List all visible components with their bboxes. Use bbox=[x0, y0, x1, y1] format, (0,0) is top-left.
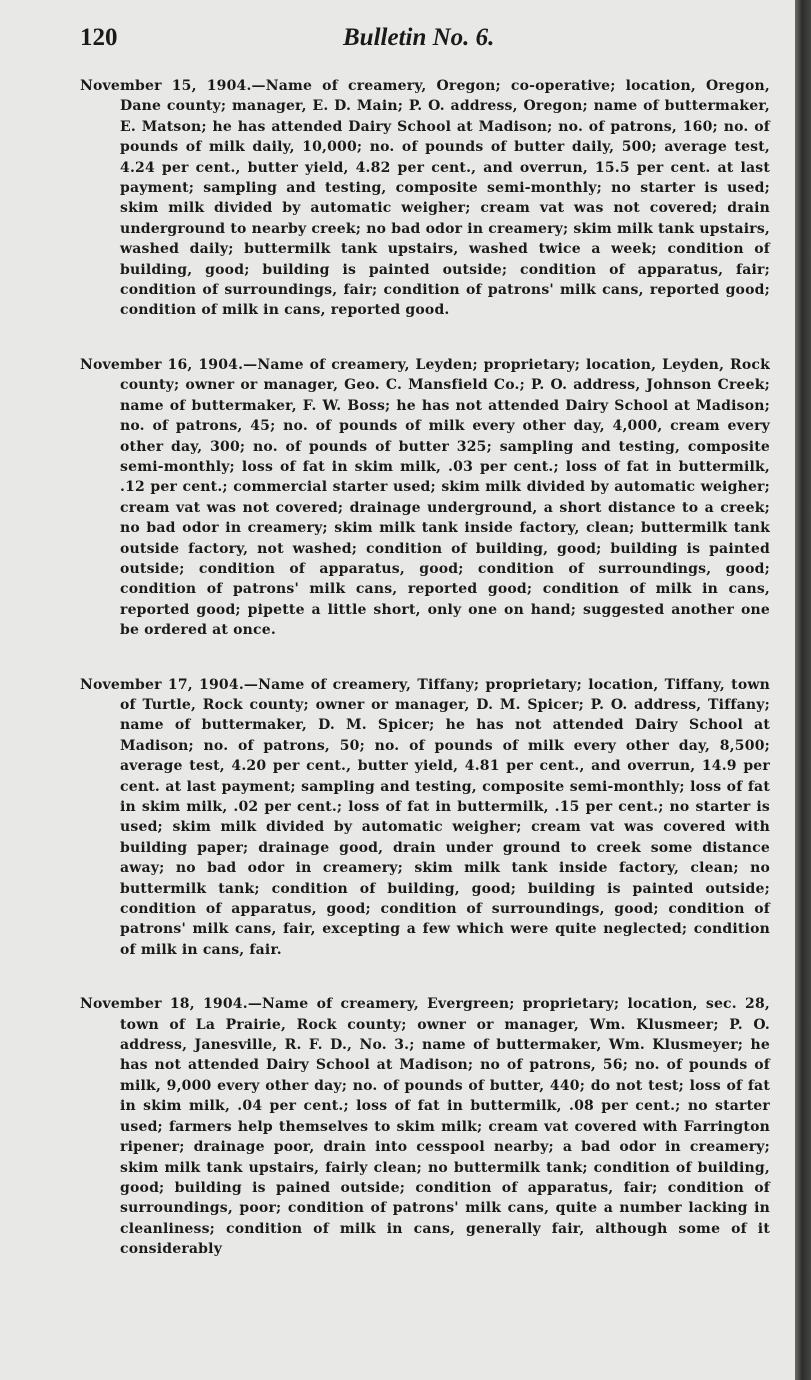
report-entry-nov-15: November 15, 1904.—Name of creamery, Oregon; co-operative; location, Oregon, Dane county; manager, E. D. Main; P. O. address, Oregon; name of buttermaker, E. Matson; he has attended Dairy School at Madison; no. of patrons, 160; no. of pounds of milk daily, 10,000; no. of pounds of butter daily, 500; average test, 4.24 per cent., butter yield, 4.82 per cent., and overrun, 15.5 per cent. at last payment; sampling and testing, composite semi-monthly; no starter is used; skim milk divided by automatic weigher; cream vat was not covered; drain underground to nearby creek; no bad odor in creamery; skim milk tank upstairs, washed daily; buttermilk tank upstairs, washed twice a week; condition of building, good; building is painted outside; condition of apparatus, fair; condition of surroundings, fair; condition of patrons' milk cans, reported good; condition of milk in cans, reported good. bbox=[80, 78, 770, 319]
report-entries bbox=[80, 76, 770, 1294]
report-entry-nov-16: November 16, 1904.—Name of creamery, Leyden; proprietary; location, Leyden, Rock county; owner or manager, Geo. C. Mansfield Co.; P. O. address, Johnson Creek; name of buttermaker, F. W. Boss; he has not attended Dairy School at Madison; no. of patrons, 45; no. of pounds of milk every other day, 4,000, cream every other day, 300; no. of pounds of butter 325; sampling and testing, composite semi-monthly; loss of fat in skim milk, .03 per cent.; loss of fat in buttermilk, .12 per cent.; commercial starter used; skim milk divided by automatic weigher; cream vat was not covered; drainage underground, a short distance to a creek; no bad odor in creamery; skim milk tank inside factory, clean; buttermilk tank outside factory, not washed; condition of building, good; building is painted outside; condition of apparatus, good; condition of surroundings, good; condition of patrons' milk cans, reported good; condition of milk in cans, reported good; pipette a little short, only one on hand; suggested another one be ordered at once. bbox=[80, 356, 770, 639]
page-header bbox=[80, 24, 770, 60]
running-title: Bulletin No. 6. bbox=[343, 24, 495, 51]
report-entry-nov-17: November 17, 1904.—Name of creamery, Tiffany; proprietary; location, Tiffany, town of Turtle, Rock county; owner or manager, D. M. Spicer; P. O. address, Tiffany; name of buttermaker, D. M. Spicer; he has not attended Dairy School at Madison; no. of patrons, 50; no. of pounds of milk every other day, 8,500; average test, 4.20 per cent., butter yield, 4.81 per cent., and overrun, 14.9 per cent. at last payment; sampling and testing, composite semi-monthly; loss of fat in skim milk, .02 per cent.; loss of fat in buttermilk, .15 per cent.; no starter is used; skim milk divided by automatic weigher; cream vat was covered with building paper; drainage good, drain under ground to creek some distance away; no bad odor in creamery; skim milk tank inside factory, clean; no buttermilk tank; condition of building, good; building is painted outside; condition of apparatus, good; condition of surroundings, good; condition of patrons' milk cans, fair, excepting a few which were quite neglected; condition of milk in cans, fair. bbox=[80, 676, 770, 958]
report-entry-nov-18: November 18, 1904.—Name of creamery, Evergreen; proprietary; location, sec. 28, town of La Prairie, Rock county; owner or manager, Wm. Klusmeer; P. O. address, Janesville, R. F. D., No. 3.; name of buttermaker, Wm. Klusmeyer; he has not attended Dairy School at Madison; no of patrons, 56; no. of pounds of milk, 9,000 every other day; no. of pounds of butter, 440; do not test; loss of fat in skim milk, .04 per cent.; loss of fat in buttermilk, .08 per cent.; no starter used; farmers help themselves to skim milk; cream vat covered with Farrington ripener; drainage poor, drain into cesspool nearby; a bad odor in creamery; skim milk tank upstairs, fairly clean; no buttermilk tank; condition of building, good; building is pained outside; condition of apparatus, fair; condition of surroundings, poor; condition of patrons' milk cans, quite a number lacking in cleanliness; condition of milk in cans, generally fair, although some of it considerably bbox=[80, 996, 770, 1258]
page-number: 120 bbox=[80, 24, 118, 51]
book-binding-edge bbox=[795, 0, 811, 1380]
